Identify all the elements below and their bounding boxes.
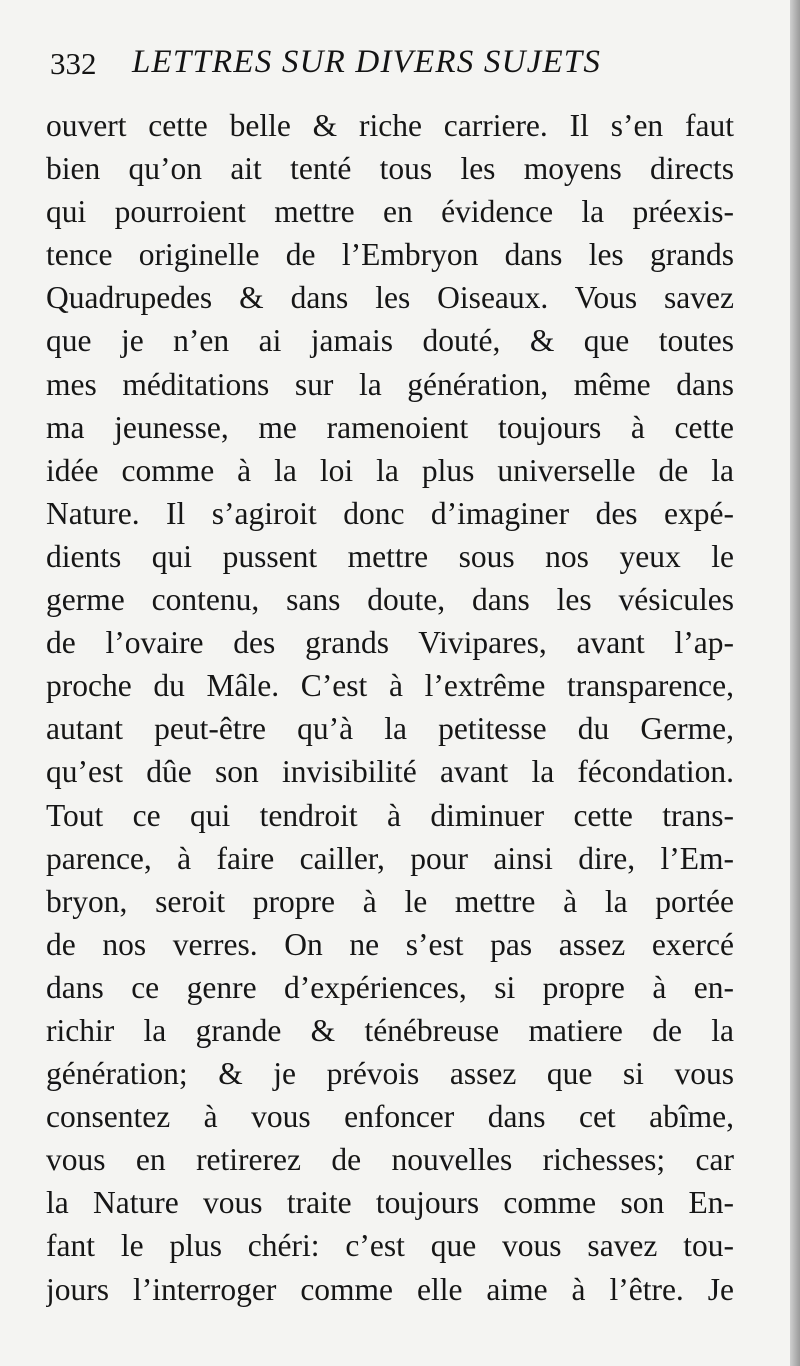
text-line: tence originelle de l’Embryon dans les grands xyxy=(46,237,734,273)
text-line: que je n’en ai jamais douté, & que toutes xyxy=(46,323,734,359)
text-line: jours l’interroger comme elle aime à l’être. Je xyxy=(46,1271,734,1307)
text-line: ouvert cette belle & riche carriere. Il s’en faut xyxy=(46,108,734,143)
text-line: fant le plus chéri: c’est que vous savez tou- xyxy=(46,1228,734,1264)
text-line: autant peut-être qu’à la petitesse du Germe, xyxy=(46,711,734,747)
body-text xyxy=(46,104,734,1311)
text-line: dans ce genre d’expériences, si propre à en- xyxy=(46,969,734,1005)
text-line: bien qu’on ait tenté tous les moyens directs xyxy=(46,151,734,187)
text-line: qui pourroient mettre en évidence la préexis- xyxy=(46,194,734,230)
page-header xyxy=(50,42,710,92)
text-line: ma jeunesse, me ramenoient toujours à cette xyxy=(46,409,734,445)
text-line: mes méditations sur la génération, même dans xyxy=(46,366,734,402)
text-line: la Nature vous traite toujours comme son En- xyxy=(46,1185,734,1221)
text-line: Nature. Il s’agiroit donc d’imaginer des expé- xyxy=(46,495,734,531)
text-line: idée comme à la loi la plus universelle de la xyxy=(46,452,734,488)
text-line: Quadrupedes & dans les Oiseaux. Vous savez xyxy=(46,280,734,316)
page-edge xyxy=(790,0,800,1366)
text-line: dients qui pussent mettre sous nos yeux le xyxy=(46,538,734,574)
text-line: vous en retirerez de nouvelles richesses; car xyxy=(46,1142,734,1178)
text-line: de l’ovaire des grands Vivipares, avant l’ap- xyxy=(46,625,734,661)
text-line: Tout ce qui tendroit à diminuer cette trans- xyxy=(46,797,734,833)
running-head: LETTRES SUR DIVERS SUJETS xyxy=(132,44,602,80)
text-line: génération; & je prévois assez que si vous xyxy=(46,1056,734,1092)
text-line: de nos verres. On ne s’est pas assez exercé xyxy=(46,926,734,962)
text-line: qu’est dûe son invisibilité avant la fécondation. xyxy=(46,754,734,790)
text-line: parence, à faire cailler, pour ainsi dire, l’Em- xyxy=(46,840,734,876)
text-line: proche du Mâle. C’est à l’extrême transparence, xyxy=(46,668,734,704)
text-line: richir la grande & ténébreuse matiere de la xyxy=(46,1012,734,1048)
page-number: 332 xyxy=(50,46,97,81)
text-line: germe contenu, sans doute, dans les vésicules xyxy=(46,582,734,618)
text-line: consentez à vous enfoncer dans cet abîme, xyxy=(46,1099,734,1135)
text-line: bryon, seroit propre à le mettre à la portée xyxy=(46,883,734,919)
